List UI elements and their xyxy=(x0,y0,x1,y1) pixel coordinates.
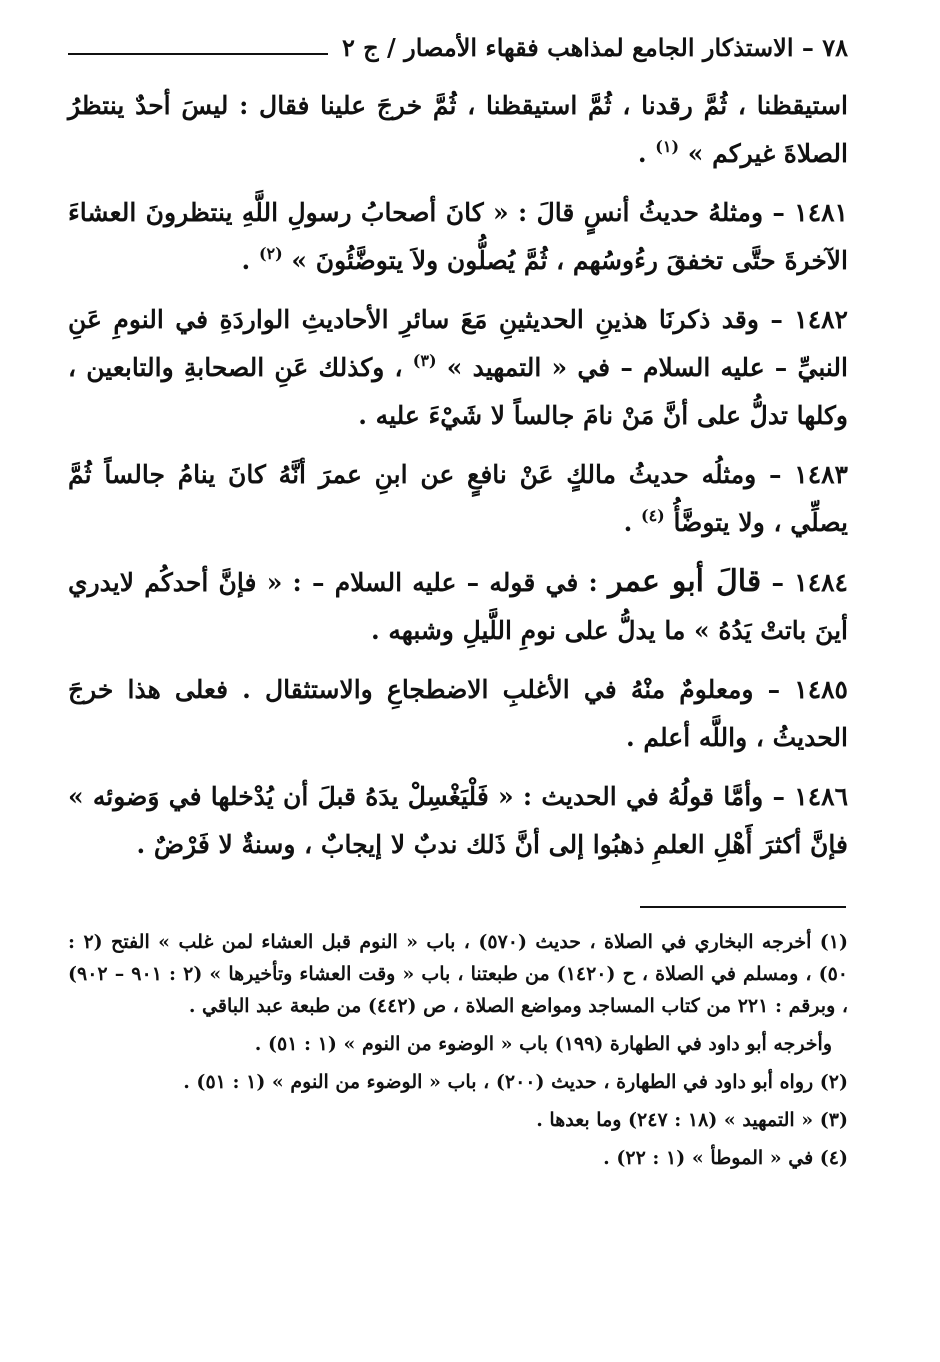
paragraph-number: ١٤٨١ xyxy=(794,198,848,227)
book-title: الاستذكار الجامع لمذاهب فقهاء الأمصار / ج ٢ xyxy=(341,32,794,62)
header-text: ٧٨ – الاستذكار الجامع لمذاهب فقهاء الأمصار / ج ٢ xyxy=(341,32,848,62)
footnote-3: (٣) « التمهيد » (١٨ : ٢٤٧) وما بعدها . xyxy=(536,1109,848,1131)
paragraph-continuation: استيقظنا ، ثُمَّ رقدنا ، ثُمَّ استيقظنا ، ثُمَّ خرجَ علينا فقال : ليسَ أحدٌ ينتظرُ الصلاةَ غيركم » $^{(١)}$ . xyxy=(68,91,848,168)
header-rule xyxy=(68,53,328,55)
paragraph-1485: ١٤٨٥ – ومعلومٌ منْهُ في الأغلبِ الاضطجاعِ والاستثقال . فعلى هذا خرجَ الحديثُ ، واللَّه أعلم . xyxy=(68,675,848,752)
paragraph-number: ١٤٨٢ xyxy=(794,305,848,334)
paragraph-1483: ١٤٨٣ – ومثلُه حديثُ مالكٍ عَنْ نافعٍ عن ابنِ عمرَ أنَّهُ كانَ ينامُ جالساً ثُمَّ يصلِّي ، ولا يتوضَّأُ $^{(٤)}$ . xyxy=(68,460,848,537)
footnote-1-extra: وأخرجه أبو داود في الطهارة (١٩٩) باب « الوضوء من النوم » (١ : ٥١) . xyxy=(254,1033,832,1055)
main-text xyxy=(68,82,848,880)
footnote-2: (٢) رواه أبو داود في الطهارة ، حديث (٢٠٠) ، باب « الوضوء من النوم » (١ : ٥١) . xyxy=(183,1071,848,1093)
paragraph-number: ١٤٨٣ xyxy=(794,460,848,489)
footnote-ref[interactable]: (٤) xyxy=(641,506,665,525)
paragraph-number: ١٤٨٦ xyxy=(794,782,848,811)
paragraph-1484: ١٤٨٤ – قالَ أبو عمر : في قوله – عليه السلام – : « فإنَّ أحدكُم لايدري أينَ باتتْ يَدُهُ » ما يدلُّ على نومِ اللَّيلِ وشبهه . xyxy=(68,564,848,645)
paragraph-1486: ١٤٨٦ – وأمَّا قولُهُ في الحديث : « فَلْيَغْسِلْ يدَهُ قبلَ أن يُدْخلها في وَضوئه » فإنَّ أكثرَ أَهْلِ العلمِ ذهبُوا إلى أنَّ ذَلك ندبٌ لا إيجابٌ ، وسنةٌ لا فَرْضٌ . xyxy=(68,782,848,859)
paragraph-number: ١٤٨٤ xyxy=(794,568,848,597)
paragraph-1482: ١٤٨٢ – وقد ذكرنَا هذينِ الحديثينِ مَعَ سائرِ الأحاديثِ الواردَةِ في النومِ عَنِ النبيِّ – عليه السلام – في « التمهيد » $^{(٣)}$ ، وكذلك عَنِ الصحابةِ والتابعين ، وكلها تدلُّ على أنَّ مَنْ نامَ جالساً لا شَيْءَ عليه . xyxy=(68,305,848,430)
footnotes xyxy=(68,926,848,1180)
footnote-ref[interactable]: (١) xyxy=(655,137,680,156)
footnote-separator xyxy=(640,906,846,908)
footnote-ref[interactable]: (٢) xyxy=(258,244,283,263)
footnote-ref[interactable]: (٣) xyxy=(412,351,437,370)
running-header xyxy=(68,30,848,64)
speaker-label: قالَ أبو عمر xyxy=(608,564,762,599)
page-number: ٧٨ xyxy=(822,32,848,62)
paragraph-1481: ١٤٨١ – ومثلهُ حديثُ أنسٍ قالَ : « كانَ أصحابُ رسولِ اللَّهِ ينتظرونَ العشاءَ الآخرةَ حتَّى تخفقَ رءُوسُهم ، ثُمَّ يُصلُّون ولاَ يتوضَّئُونَ » $^{(٢)}$ . xyxy=(68,198,848,275)
footnote-1: (١) أخرجه البخاري في الصلاة ، حديث (٥٧٠) ، باب « النوم قبل العشاء لمن غلب » الفتح (٢ : ٥٠) ، ومسلم في الصلاة ، ح (١٤٢٠) من طبعتنا ، باب « وقت العشاء وتأخيرها » (٢ : ٩٠١ – ٩٠٢) ، وبرقم : ٢٢١ من كتاب المساجد ومواضع الصلاة ، ص (٤٤٢) من طبعة عبد الباقي . xyxy=(68,931,848,1017)
footnote-4: (٤) في « الموطأ » (١ : ٢٢) . xyxy=(603,1147,848,1169)
paragraph-number: ١٤٨٥ xyxy=(794,675,848,704)
